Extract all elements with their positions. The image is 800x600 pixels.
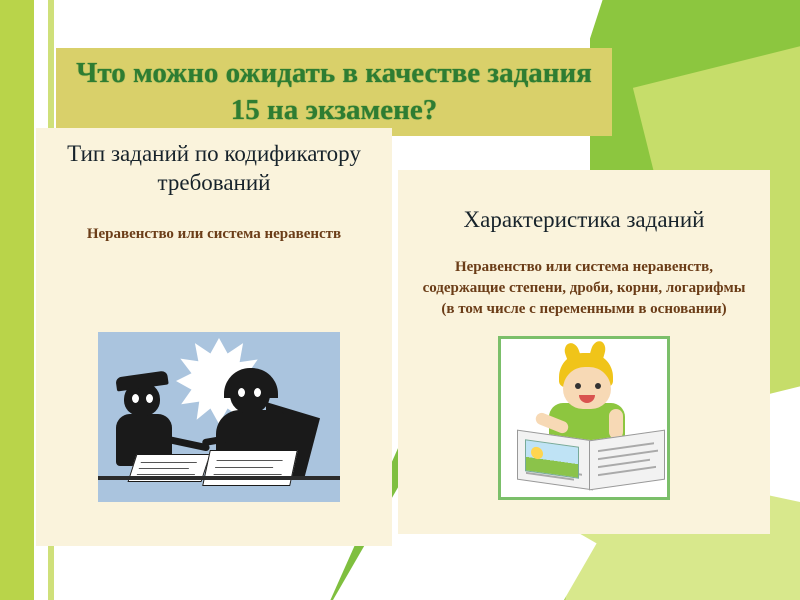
left-panel-heading: Тип заданий по кодификатору требований xyxy=(67,141,361,195)
two-people-at-desk-illustration xyxy=(98,332,340,502)
left-green-band xyxy=(0,0,34,600)
slide-title-box xyxy=(56,48,612,136)
slide-title: Что можно ожидать в качестве задания 15 на экзамене? xyxy=(76,56,592,126)
boy-reading-book-illustration xyxy=(498,336,670,500)
left-panel-subheading: Неравенство или система неравенств xyxy=(86,225,342,242)
right-panel-heading: Характеристика заданий xyxy=(463,207,705,232)
right-panel-subheading: Неравенство или система неравенств, содержащие степени, дроби, корни, логарифмы (в том числе с переменными в основании) xyxy=(422,258,746,317)
